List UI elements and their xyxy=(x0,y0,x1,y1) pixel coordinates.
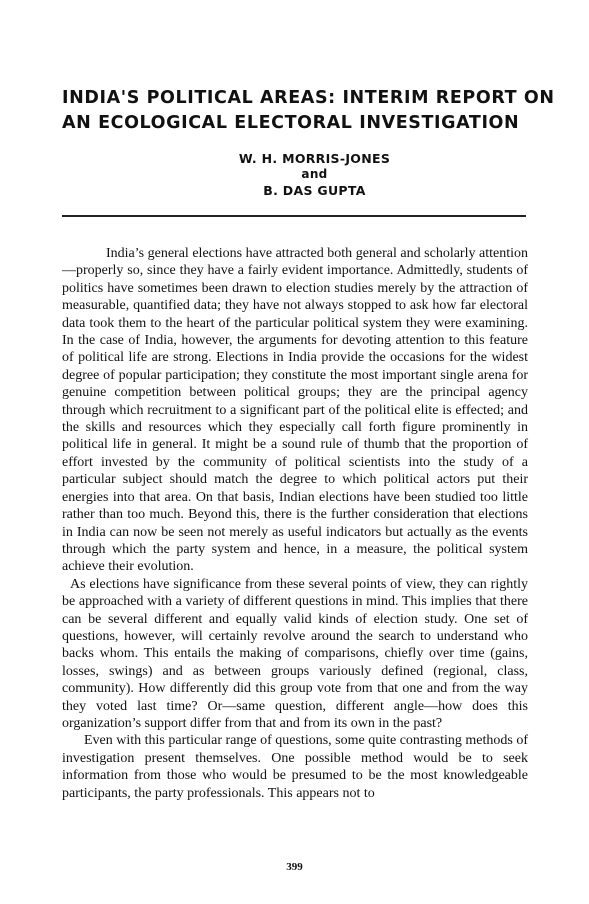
article-body xyxy=(62,245,528,802)
title-line-2: AN ECOLOGICAL ELECTORAL INVESTIGATION xyxy=(62,113,520,133)
author-conjunction: and xyxy=(301,167,328,181)
article-title xyxy=(62,86,562,136)
author-block xyxy=(0,150,589,199)
paragraph-3: Even with this particular range of questions, some quite contrasting methods of investigation present themselves. One possible method would be to seek information from those who would be presumed to be the most knowledgeable participants, the party professionals. This appears not to xyxy=(62,733,529,801)
paragraph-1: India’s general elections have attracted both general and scholarly attention—properly so, since they have a fairly evident importance. Admittedly, students of politics have sometimes been drawn to election studies merely by the attraction of measurable, quantified data; they have not always stopped to ask how far electoral data took them to the heart of the particular political system they were examining. In the case of India, however, the arguments for devoting attention to this feature of political life are strong. Elections in India provide the occasions for the widest degree of popular participation; they constitute the most important single arena for genuine competition between political groups; they are the principal agency through which recruitment to a significant part of the political elite is effected; and the skills and resources which they especially call forth figure prominently in political life in general. It might be a sound rule of thumb that the proportion of effort invested by the community of political scientists into the study of a particular subject should match the degree to which political actors put their energies into that area. On that basis, Indian elections have been studied too little rather than too much. Beyond this, there is the further consideration that elections in India can now be seen not merely as useful indicators but actually as the events through which the party system and hence, in a measure, the political system achieve their evolution. xyxy=(62,246,528,575)
author-name-1: W. H. MORRIS-JONES xyxy=(238,151,391,166)
page-number: 399 xyxy=(286,861,303,873)
header-divider xyxy=(62,215,526,217)
paragraph-2: As elections have significance from these several points of view, they can rightly be approached with a variety of different questions in mind. This implies that there can be several different and equally valid kinds of election study. One set of questions, however, will certainly revolve around the search to understand who backs whom. This entails the making of comparisons, chiefly over time (gains, losses, swings) and as between groups variously defined (regional, class, community). How differently did this group vote from that one and from the way they voted last time? Or—same question, different angle—how does this organization’s support differ from that and from its own in the past? xyxy=(62,576,528,731)
title-line-1: INDIA'S POLITICAL AREAS: INTERIM REPORT ON xyxy=(62,88,555,108)
author-name-2: B. DAS GUPTA xyxy=(263,183,366,198)
